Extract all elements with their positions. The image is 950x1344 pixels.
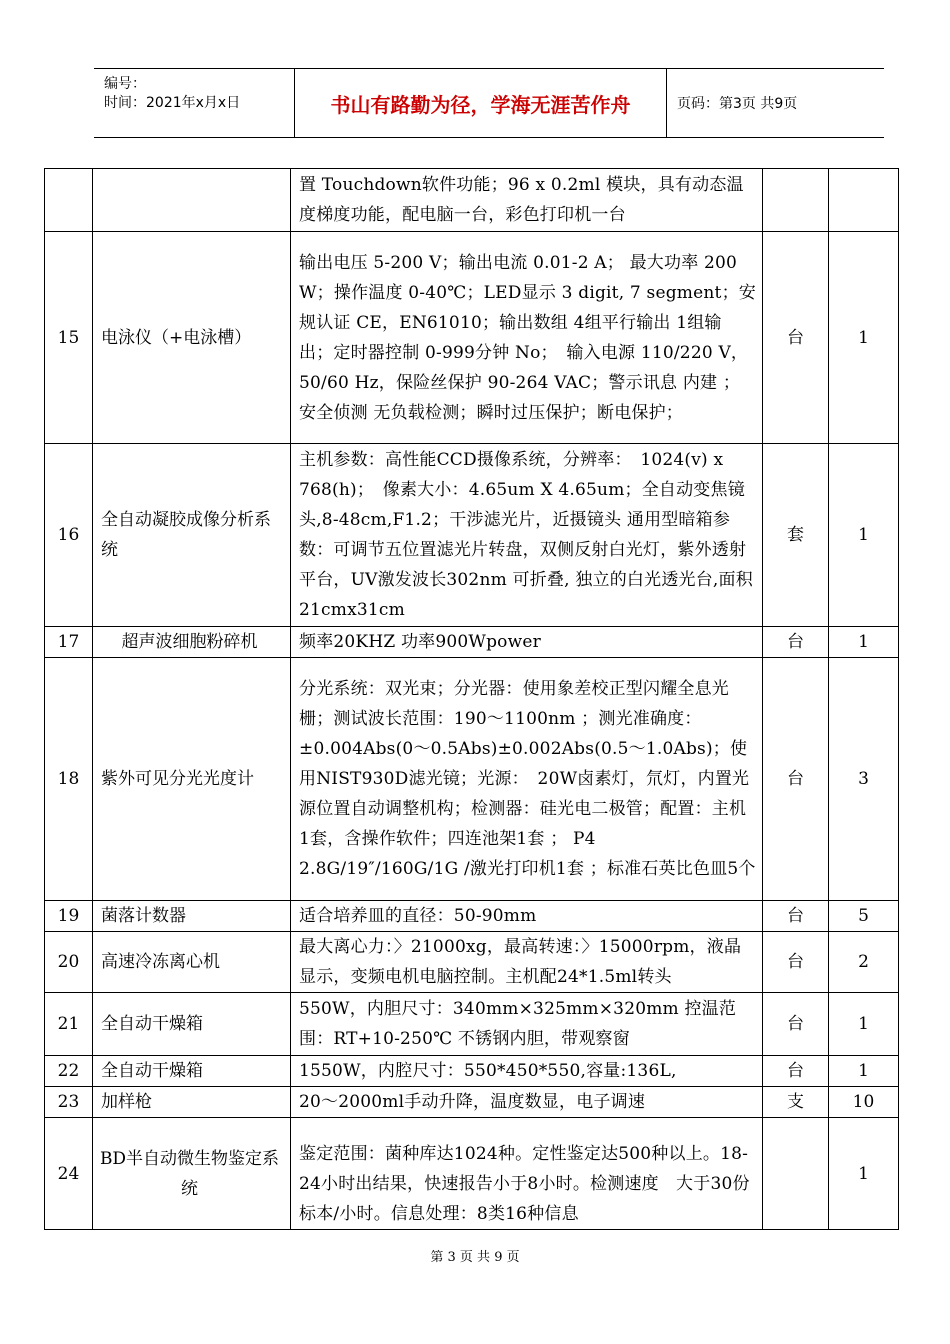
row-number: 17 [45, 627, 93, 658]
header-motto: 书山有路勤为径，学海无涯苦作舟 [330, 92, 631, 117]
table-row [45, 232, 899, 444]
item-unit: 套 [763, 444, 829, 627]
item-name: 高速冷冻离心机 [93, 932, 291, 993]
doc-time-label: 时间：2021年x月x日 [104, 95, 241, 111]
item-name: BD半自动微生物鉴定系统 [93, 1118, 291, 1230]
row-number: 21 [45, 993, 93, 1056]
item-name: 加样枪 [93, 1087, 291, 1118]
table-row [45, 1056, 899, 1087]
item-name: 全自动干燥箱 [93, 1056, 291, 1087]
item-spec: 适合培养皿的直径：50-90mm [291, 901, 763, 932]
item-name: 全自动干燥箱 [93, 993, 291, 1056]
item-spec: 最大离心力：〉21000xg，最高转速：〉15000rpm，液晶显示，变频电机电脑控制。主机配24*1.5ml转头 [291, 932, 763, 993]
page-header [94, 68, 884, 138]
item-quantity: 1 [829, 1056, 899, 1087]
table-row [45, 658, 899, 901]
row-number: 15 [45, 232, 93, 444]
item-unit: 台 [763, 232, 829, 444]
row-number: 16 [45, 444, 93, 627]
item-unit: 台 [763, 993, 829, 1056]
row-number: 18 [45, 658, 93, 901]
row-number: 23 [45, 1087, 93, 1118]
row-number [45, 169, 93, 232]
item-unit: 台 [763, 932, 829, 993]
item-spec: 分光系统：双光束；分光器：使用象差校正型闪耀全息光栅；测试波长范围：190～1100nm ；测光准确度：±0.004Abs(0～0.5Abs)±0.002Abs(0.5～1.0Abs)；使用NIST930D滤光镜；光源： 20W卤素灯，氘灯，内置光源位置自动调整机构；检测器：硅光电二极管；配置：主机1套，含操作软件；四连池架1套 ； P4 2.8G/19″/160G/1G /激光打印机1套 ；标准石英比色皿5个 [291, 658, 763, 901]
item-unit [763, 1118, 829, 1230]
item-quantity: 10 [829, 1087, 899, 1118]
table-row [45, 169, 899, 232]
item-spec: 1550W，内腔尺寸：550*450*550,容量:136L, [291, 1056, 763, 1087]
table-row [45, 993, 899, 1056]
item-spec: 置 Touchdown软件功能；96 x 0.2ml 模块，具有动态温度梯度功能，配电脑一台，彩色打印机一台 [291, 169, 763, 232]
item-name: 菌落计数器 [93, 901, 291, 932]
item-quantity: 2 [829, 932, 899, 993]
item-spec: 20～2000ml手动升降，温度数显，电子调速 [291, 1087, 763, 1118]
item-spec: 鉴定范围：菌种库达1024种。定性鉴定达500种以上。18-24小时出结果，快速报告小于8小时。检测速度 大于30份标本/小时。信息处理：8类16种信息 [291, 1118, 763, 1230]
equipment-table [44, 168, 899, 1230]
item-name: 超声波细胞粉碎机 [93, 627, 291, 658]
item-name: 电泳仪（+电泳槽） [93, 232, 291, 444]
item-quantity: 1 [829, 444, 899, 627]
doc-number-label: 编号： [104, 76, 146, 92]
item-spec: 主机参数：高性能CCD摄像系统，分辨率： 1024(v) x 768(h)； 像素大小：4.65um X 4.65um；全自动变焦镜头,8-48cm,F1.2；干涉滤光片，近摄镜头 通用型暗箱参数：可调节五位置滤光片转盘，双侧反射白光灯，紫外透射平台，UV激发波长302nm 可折叠, 独立的白光透光台,面积21cmx31cm [291, 444, 763, 627]
item-name [93, 169, 291, 232]
header-page-info: 页码：第3页 共9页 [677, 96, 798, 112]
item-quantity: 1 [829, 627, 899, 658]
row-number: 19 [45, 901, 93, 932]
item-name: 全自动凝胶成像分析系统 [93, 444, 291, 627]
table-row [45, 901, 899, 932]
item-unit: 台 [763, 658, 829, 901]
item-unit: 支 [763, 1087, 829, 1118]
item-quantity: 3 [829, 658, 899, 901]
item-quantity: 1 [829, 1118, 899, 1230]
item-spec: 550W，内胆尺寸：340mm×325mm×320mm 控温范围：RT+10-250℃ 不锈钢内胆，带观察窗 [291, 993, 763, 1056]
item-unit: 台 [763, 1056, 829, 1087]
item-quantity: 1 [829, 232, 899, 444]
header-meta [94, 69, 294, 137]
table-row [45, 1087, 899, 1118]
item-quantity: 1 [829, 993, 899, 1056]
page-footer: 第 3 页 共 9 页 [430, 1250, 520, 1265]
table-row [45, 627, 899, 658]
row-number: 24 [45, 1118, 93, 1230]
row-number: 22 [45, 1056, 93, 1087]
header-divider [666, 69, 667, 137]
item-quantity [829, 169, 899, 232]
item-unit: 台 [763, 901, 829, 932]
item-name: 紫外可见分光光度计 [93, 658, 291, 901]
item-unit: 台 [763, 627, 829, 658]
table-row [45, 1118, 899, 1230]
item-quantity: 5 [829, 901, 899, 932]
table-row [45, 444, 899, 627]
row-number: 20 [45, 932, 93, 993]
item-unit [763, 169, 829, 232]
table-row [45, 932, 899, 993]
item-spec: 输出电压 5-200 V；输出电流 0.01-2 A； 最大功率 200 W；操作温度 0-40℃；LED显示 3 digit, 7 segment；安规认证 CE，EN61010；输出数组 4组平行输出 1组输出；定时器控制 0-999分钟 No； 输入电源 110/220 V，50/60 Hz，保险丝保护 90-264 VAC；警示讯息 内建 ；安全侦测 无负载检测；瞬时过压保护；断电保护； [291, 232, 763, 444]
item-spec: 频率20KHZ 功率900Wpower [291, 627, 763, 658]
